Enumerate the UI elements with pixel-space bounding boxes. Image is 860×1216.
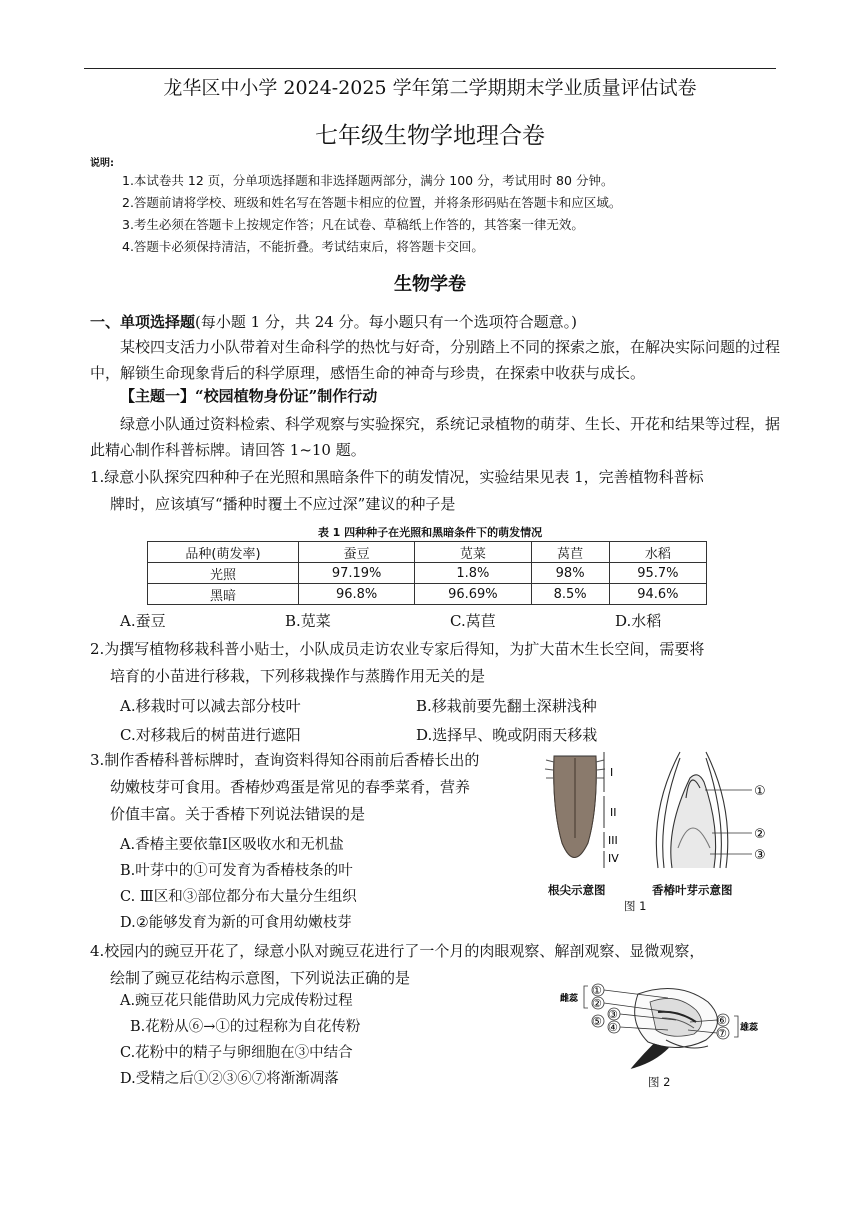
- bud-label-1: ①: [754, 784, 766, 799]
- bud-label-2: ②: [754, 827, 766, 842]
- option-c[interactable]: C. Ⅲ区和③部位都分布大量分生组织: [120, 889, 357, 905]
- figure-2-number: 图 2: [648, 1075, 671, 1089]
- root-tip-icon: [545, 756, 605, 858]
- notes-label: 说明:: [90, 158, 114, 169]
- pistil-label: 雌蕊: [560, 994, 579, 1004]
- exam-title: 龙华区中小学 2024-2025 学年第二学期期末学业质量评估试卷: [163, 77, 697, 99]
- option-d[interactable]: D.②能够发育为新的可食用幼嫩枝芽: [120, 915, 352, 931]
- option-b[interactable]: B.叶芽中的①可发育为香椿枝条的叶: [120, 863, 353, 879]
- question-line: 牌时，应该填写“播种时覆土不应过深”建议的种子是: [110, 495, 456, 513]
- option-c[interactable]: C.莴苣: [450, 612, 496, 630]
- table-cell: 光照: [148, 563, 299, 584]
- option-c[interactable]: C.花粉中的精子与卵细胞在③中结合: [120, 1045, 353, 1061]
- flower-label-2: ②: [592, 997, 602, 1010]
- question-line: 培育的小苗进行移栽，下列移栽操作与蒸腾作用无关的是: [110, 667, 486, 685]
- table-header-row: [148, 542, 707, 563]
- table-cell: 98%: [531, 563, 609, 584]
- option-a[interactable]: A.豌豆花只能借助风力完成传粉过程: [120, 993, 353, 1009]
- leaf-bud-icon: [656, 752, 727, 868]
- intro-paragraph: 某校四支活力小队带着对生命科学的热忱与好奇，分别踏上不同的探索之旅，在解决实际问题的过程中，解锁生命现象背后的科学原理，感悟生命的神奇与珍贵，在探索中收获与成长。: [90, 338, 781, 382]
- question-4-options: [120, 988, 360, 1092]
- part-heading-rest: (每小题 1 分，共 24 分。每小题只有一个选项符合题意。): [195, 313, 577, 331]
- bud-label-3: ③: [754, 848, 766, 863]
- part-heading-bold: 一、单项选择题: [90, 313, 196, 331]
- question-1-options: [120, 610, 800, 631]
- option-c[interactable]: C.对移栽后的树苗进行遮阳: [120, 726, 301, 744]
- table-row: [148, 584, 707, 605]
- table-row: [148, 563, 707, 584]
- germination-table: [147, 541, 707, 605]
- question-line: 幼嫩枝芽可食用。香椿炒鸡蛋是常见的春季菜肴，营养: [110, 778, 471, 796]
- question-line: 2.为撰写植物移栽科普小贴士，小队成员走访农业专家后得知，为扩大苗木生长空间，需要将: [90, 640, 705, 658]
- figure-1-diagram: [540, 748, 780, 873]
- flower-label-5: ⑤: [592, 1015, 602, 1028]
- flower-label-3: ③: [608, 1008, 618, 1021]
- option-a[interactable]: A.蚕豆: [120, 612, 166, 630]
- option-a[interactable]: A.香椿主要依靠Ⅰ区吸收水和无机盐: [120, 837, 344, 853]
- theme-intro: 绿意小队通过资料检索、科学观察与实验探究，系统记录植物的萌芽、生长、开花和结果等过程，据此精心制作科普标牌。请回答 1~10 题。: [90, 415, 781, 459]
- table-cell: 1.8%: [415, 563, 531, 584]
- table-cell: 97.19%: [299, 563, 415, 584]
- note-item: 2.答题前请将学校、班级和姓名写在答题卡相应的位置，并将条形码贴在答题卡和应区域。: [122, 195, 622, 210]
- question-line: 1.绿意小队探究四种种子在光照和黑暗条件下的萌发情况，实验结果见表 1，完善植物科普标: [90, 468, 704, 486]
- note-item: 1.本试卷共 12 页，分单项选择题和非选择题两部分，满分 100 分，考试用时 80 分钟。: [122, 173, 614, 188]
- table-header-cell: 莴苣: [531, 542, 609, 563]
- question-1: [90, 464, 704, 518]
- figure-1-caption-right: 香椿叶芽示意图: [652, 883, 733, 897]
- table-header-cell: 蚕豆: [299, 542, 415, 563]
- flower-label-6: ⑥: [717, 1014, 727, 1027]
- option-d[interactable]: D.受精之后①②③⑥⑦将渐渐凋落: [120, 1071, 339, 1087]
- option-d[interactable]: D.选择早、晚或阴雨天移栽: [416, 726, 598, 744]
- option-b[interactable]: B.苋菜: [285, 612, 331, 630]
- table-cell: 黑暗: [148, 584, 299, 605]
- question-2-options: [120, 692, 712, 750]
- header-rule: [84, 68, 776, 69]
- question-line: 3.制作香椿科普标牌时，查询资料得知谷雨前后香椿长出的: [90, 751, 480, 769]
- flower-label-4: ④: [608, 1021, 618, 1034]
- stamen-label: 雄蕊: [740, 1023, 758, 1033]
- table-header-cell: 苋菜: [415, 542, 531, 563]
- question-line: 绘制了豌豆花结构示意图，下列说法正确的是: [110, 969, 411, 987]
- table-header-cell: 水稻: [609, 542, 706, 563]
- table-cell: 96.8%: [299, 584, 415, 605]
- note-item: 3.考生必须在答题卡上按规定作答；凡在试卷、草稿纸上作答的，其答案一律无效。: [122, 217, 584, 232]
- notes-list: [122, 170, 621, 258]
- table-caption: 表 1 四种种子在光照和黑暗条件下的萌发情况: [317, 526, 543, 539]
- question-3: [90, 747, 479, 828]
- section-title: 生物学卷: [394, 274, 466, 295]
- question-line: 价值丰富。关于香椿下列说法错误的是: [110, 805, 366, 823]
- figure-2-diagram: [558, 982, 758, 1082]
- flower-label-1: ①: [592, 984, 602, 997]
- option-a[interactable]: A.移栽时可以减去部分枝叶: [120, 697, 301, 715]
- table-cell: 95.7%: [609, 563, 706, 584]
- zone-label-i: I: [610, 766, 614, 779]
- question-line: 4.校园内的豌豆开花了，绿意小队对豌豆花进行了一个月的肉眼观察、解剖观察、显微观察，: [90, 942, 705, 960]
- theme-heading: 【主题一】“校园植物身份证”制作行动: [120, 387, 378, 405]
- zone-label-iv: IV: [608, 852, 619, 865]
- zone-label-iii: III: [608, 834, 618, 847]
- flower-label-7: ⑦: [717, 1027, 727, 1040]
- figure-1-number: 图 1: [624, 899, 647, 913]
- table-cell: 96.69%: [415, 584, 531, 605]
- zone-label-ii: II: [610, 806, 617, 819]
- table-header-cell: 品种(萌发率): [148, 542, 299, 563]
- figure-1-caption-left: 根尖示意图: [548, 883, 606, 897]
- table-cell: 94.6%: [609, 584, 706, 605]
- option-b[interactable]: B.花粉从⑥→①的过程称为自花传粉: [130, 1019, 361, 1035]
- table-cell: 8.5%: [531, 584, 609, 605]
- part-heading: [90, 311, 577, 332]
- option-d[interactable]: D.水稻: [615, 612, 662, 630]
- exam-subtitle: 七年级生物学地理合卷: [315, 123, 545, 149]
- question-2: [90, 636, 704, 690]
- question-3-options: [120, 832, 357, 936]
- note-item: 4.答题卡必须保持清洁，不能折叠。考试结束后，将答题卡交回。: [122, 239, 484, 254]
- option-b[interactable]: B.移栽前要先翻土深耕浅种: [416, 697, 597, 715]
